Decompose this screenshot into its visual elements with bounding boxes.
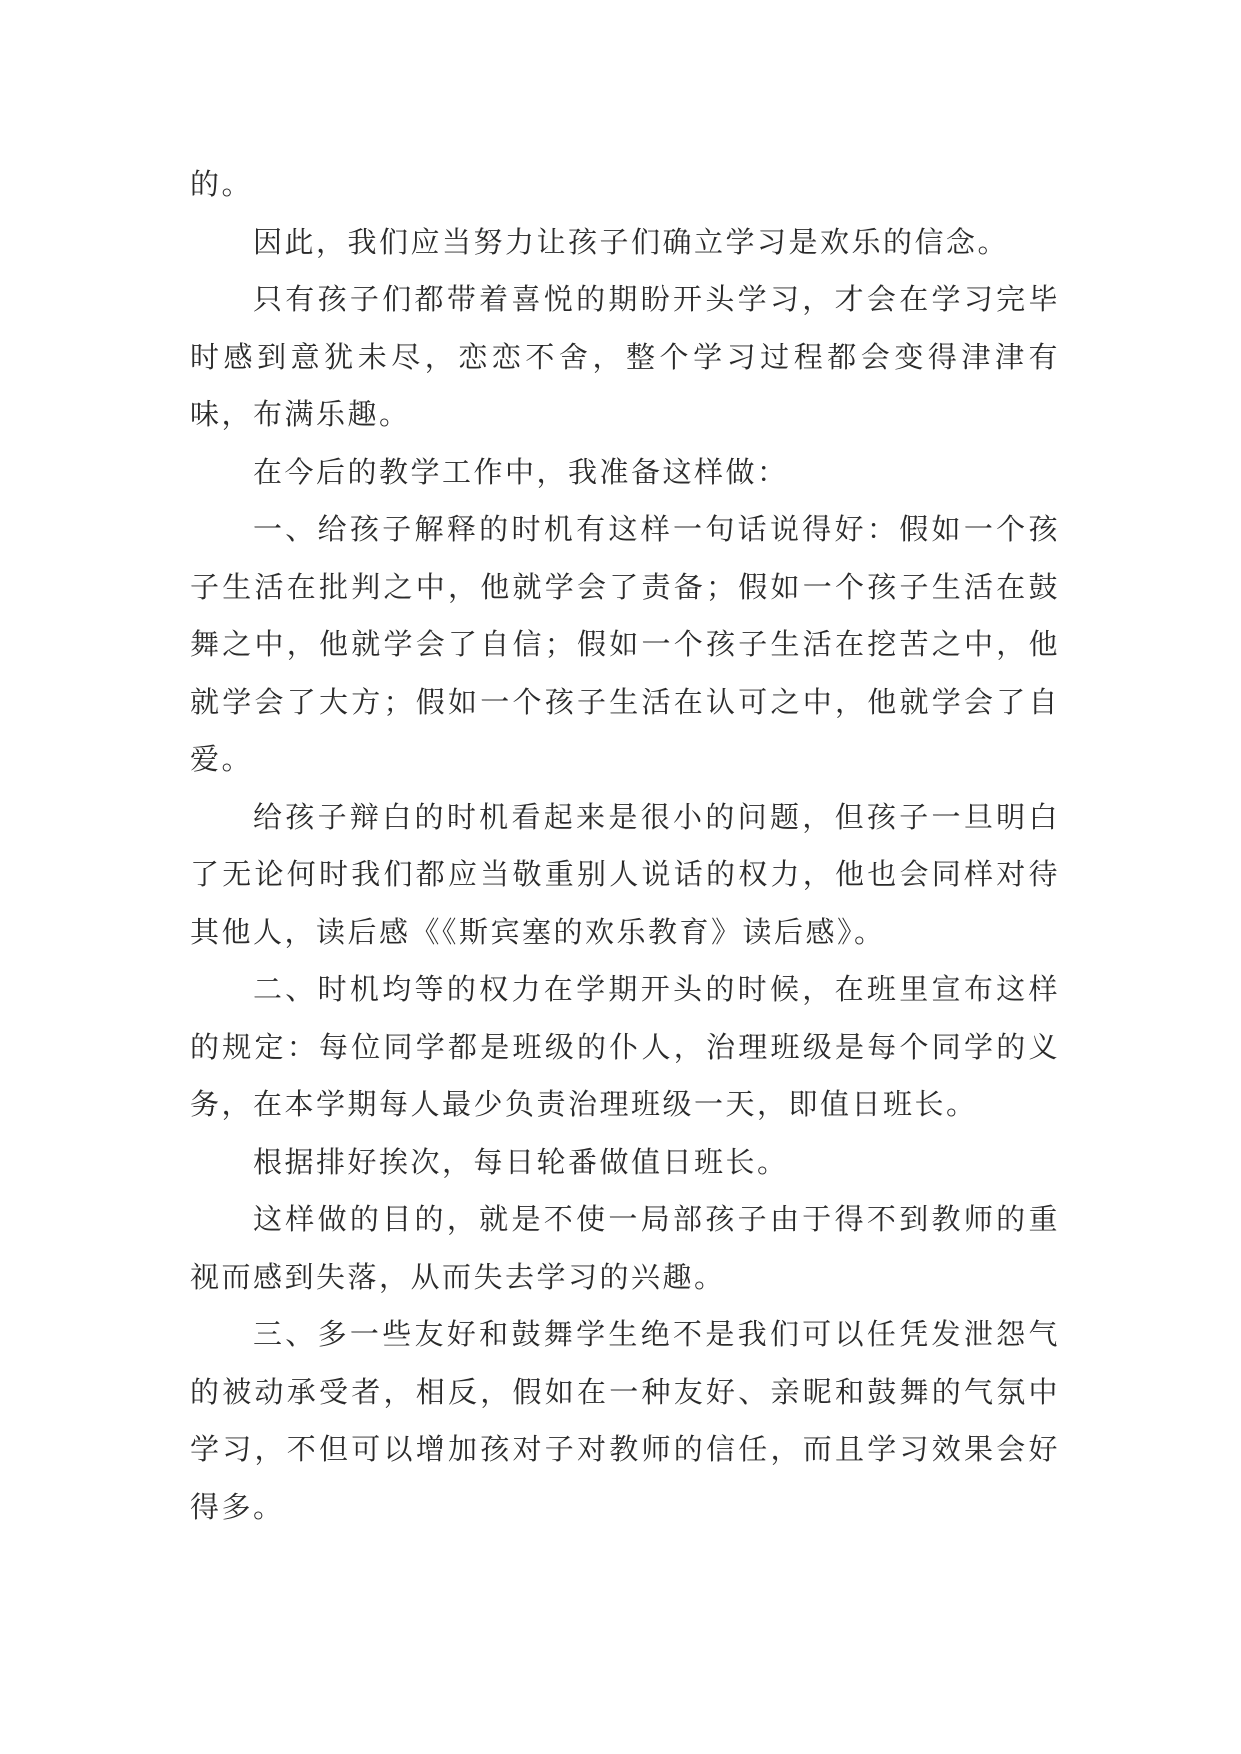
paragraph-9: 这样做的目的，就是不使一局部孩子由于得不到教师的重视而感到失落，从而失去学习的兴趣。 — [190, 1202, 1060, 1294]
paragraph-10: 三、多一些友好和鼓舞学生绝不是我们可以任凭发泄怨气的被动承受者，相反，假如在一种友好、亲昵和鼓舞的气氛中学习，不但可以增加孩对子对教师的信任，而且学习效果会好得多。 — [190, 1317, 1060, 1524]
paragraph-3: 只有孩子们都带着喜悦的期盼开头学习，才会在学习完毕时感到意犹未尽，恋恋不舍，整个学习过程都会变得津津有味，布满乐趣。 — [190, 282, 1060, 431]
paragraph-8: 根据排好挨次，每日轮番做值日班长。 — [253, 1144, 789, 1179]
paragraph-4: 在今后的教学工作中，我准备这样做： — [253, 454, 789, 489]
paragraph-1: 的。 — [190, 167, 254, 201]
paragraph-2: 因此，我们应当努力让孩子们确立学习是欢乐的信念。 — [253, 224, 1010, 259]
paragraph-6: 给孩子辩白的时机看起来是很小的问题，但孩子一旦明白了无论何时我们都应当敬重别人说话的权力，他也会同样对待其他人，读后感《《斯宾塞的欢乐教育》读后感》。 — [190, 799, 1060, 949]
paragraph-7: 二、时机均等的权力在学期开头的时候，在班里宣布这样的规定：每位同学都是班级的仆人，治理班级是每个同学的义务，在本学期每人最少负责治理班级一天，即值日班长。 — [190, 972, 1060, 1121]
document-body — [190, 156, 1060, 1536]
paragraph-5: 一、给孩子解释的时机有这样一句话说得好：假如一个孩子生活在批判之中，他就学会了责备；假如一个孩子生活在鼓舞之中，他就学会了自信；假如一个孩子生活在挖苦之中，他就学会了大方；假如一个孩子生活在认可之中，他就学会了自爱。 — [190, 512, 1060, 776]
